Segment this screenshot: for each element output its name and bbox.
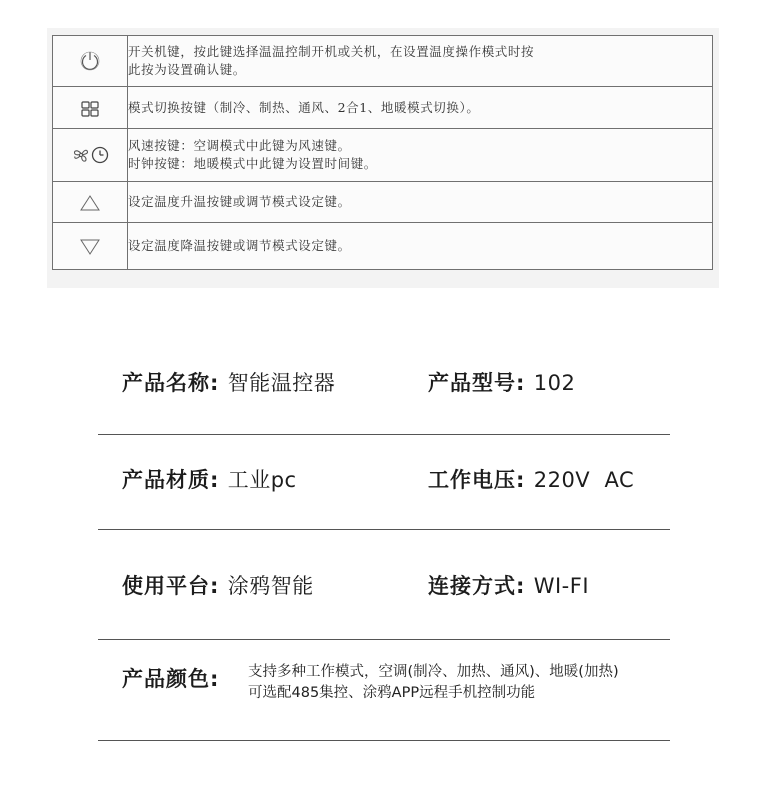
row-desc-line: 开关机键，按此键选择温温控制开机或关机，在设置温度操作模式时按 <box>128 44 535 59</box>
product-model-label <box>428 367 575 397</box>
product-material-label <box>122 464 297 494</box>
spec-label: 产品颜色: <box>122 667 220 691</box>
divider <box>98 434 670 435</box>
power-icon <box>79 50 101 72</box>
down-arrow-icon <box>79 238 101 256</box>
platform-value: 涂鸦智能 <box>227 574 314 598</box>
spec-label: 工作电压: <box>428 468 526 492</box>
mode-icon <box>81 101 99 117</box>
table-row <box>53 182 713 223</box>
color-detail-line: 支持多种工作模式，空调(制冷、加热、通风)、地暖(加热) <box>248 664 619 680</box>
table-row <box>53 87 713 129</box>
product-model-value: 102 <box>533 371 576 395</box>
row-desc-line: 风速按键：空调模式中此键为风速键。 <box>128 138 351 153</box>
divider <box>98 740 670 741</box>
platform-label <box>122 570 314 600</box>
spec-label: 产品材质: <box>122 468 220 492</box>
product-name-label <box>122 367 335 397</box>
key-function-table-panel <box>47 28 719 288</box>
spec-label: 使用平台: <box>122 574 220 598</box>
row-desc-line: 设定温度降温按键或调节模式设定键。 <box>128 238 351 253</box>
table-row <box>53 36 713 87</box>
connection-value: WI-FI <box>533 574 590 598</box>
row-desc-line: 此按为设置确认键。 <box>128 62 246 77</box>
fan-clock-icon <box>71 145 109 165</box>
divider <box>98 529 670 530</box>
color-detail-line: 可选配485集控、涂鸦APP远程手机控制功能 <box>248 685 536 701</box>
row-desc-line: 时钟按键：地暖模式中此键为设置时间键。 <box>128 156 377 171</box>
working-voltage-label <box>428 464 634 494</box>
product-color-label <box>122 663 219 693</box>
working-voltage-value: 220V AC <box>533 468 635 492</box>
table-row <box>53 129 713 182</box>
spec-label: 连接方式: <box>428 574 526 598</box>
up-arrow-icon <box>79 194 101 212</box>
spec-label: 产品型号: <box>428 371 526 395</box>
key-function-table <box>52 35 713 270</box>
spec-label: 产品名称: <box>122 371 220 395</box>
row-desc-line: 设定温度升温按键或调节模式设定键。 <box>128 194 351 209</box>
product-name-value: 智能温控器 <box>227 371 336 395</box>
product-color-detail <box>248 662 619 704</box>
product-material-value: 工业pc <box>227 468 297 492</box>
table-row <box>53 223 713 270</box>
connection-label <box>428 570 589 600</box>
row-desc-line: 模式切换按键（制冷、制热、通风、2合1、地暖模式切换）。 <box>128 99 480 115</box>
divider <box>98 639 670 640</box>
